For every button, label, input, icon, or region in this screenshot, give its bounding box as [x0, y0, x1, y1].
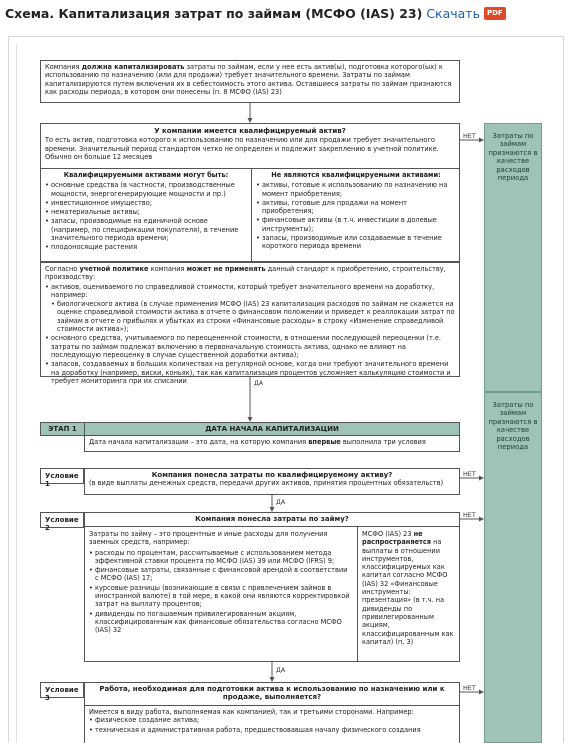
yes-label: ДА	[254, 380, 264, 387]
list-item: • дивиденды по погашаемым привилегированным акциям, классифицированным как финансовые обязательства согласно МСФО (IAS) 32	[89, 610, 353, 635]
list-item: • нематериальные активы;	[45, 208, 247, 216]
stage1-text-a: Дата начала капитализации – это дата, на которую компания	[89, 438, 309, 446]
condition2-label: Условие 2	[40, 512, 84, 528]
condition3-label: Условие 3	[40, 682, 84, 698]
intro-prefix: Компания	[45, 63, 82, 71]
yes-label: ДА	[276, 499, 286, 506]
list-item: • биологического актива (в случае применения МСФО (IAS) 23 капитализация расходов по займам не скажется на оценке справедливой стоимости актива в отчете о финансовом положении и приведет к реаллокации затрат по займам в отчете о прибылях и убытках из строки «Финансовые расходы» в строку «Изменение справедливой стоимости актива»);	[51, 300, 455, 333]
page-title: Схема. Капитализация затрат по займам (МСФО (IAS) 23)	[5, 5, 423, 21]
list-item: • инвестиционное имущество;	[45, 199, 247, 207]
stage1-title: ДАТА НАЧАЛА КАПИТАЛИЗАЦИИ	[205, 425, 339, 433]
list-item: • запасы, производимые на единичной основе (например, по спецификации покупателя), в течение значительного периода времени;	[45, 217, 247, 242]
list-item: • курсовые разницы (возникающие в связи с привлечением займов в иностранной валюте) в той мере, в какой они являются корректировкой затрат на выплату процентов;	[89, 584, 353, 609]
list-item: • физическое создание актива;	[89, 716, 455, 724]
list-item: • активы, готовые к использованию по назначению на момент приобретения;	[256, 181, 456, 198]
expense-box-bottom: Затраты по займам признаются в качестве расходов периода	[484, 392, 542, 743]
list-item: • техническая и административная работа, предшествовавшая началу физического создания	[89, 726, 455, 734]
list-item: • основного средства, учитываемого по переоцененной стоимости, в отношении последующей переоценки (т.е. затраты по займам подлежат включению в первоначальную стоимость актива, однако не влияют на последующую переоценку в случае существенной доработки актива);	[45, 334, 455, 359]
stage1-label: ЭТАП 1	[41, 423, 85, 435]
condition2-question: Компания понесла затраты по займу?	[85, 513, 459, 527]
policy-p2-bold: может не применять	[186, 265, 266, 273]
list-item: • запасов, создаваемых в больших количествах на регулярной основе, когда они требуют значительного времени на доработку (например, виски, коньяк), так как капитализация процентов усложняет калькуляцию стоимости и требует мониторинга при их списании	[45, 360, 455, 385]
policy-p1-bold: учетной политике	[79, 265, 149, 273]
no-label: НЕТ	[463, 684, 476, 692]
list-item: • финансовые активы (в т.ч. инвестиции в долевые инструменты);	[256, 216, 456, 233]
condition1-text: (в виде выплаты денежных средств, передачи других активов, принятия процентных обязательств)	[89, 479, 444, 488]
list-item: • финансовые затраты, связанные с финансовой арендой в соответствии с МСФО (IAS) 17;	[89, 566, 353, 583]
pdf-icon[interactable]: PDF	[484, 7, 506, 20]
condition3-question: Работа, необходимая для подготовки актива к использованию по назначению или к продаже, выполняется?	[85, 683, 459, 706]
list-item: • запасы, производимые или создаваемые в течение короткого периода времени	[256, 234, 456, 251]
left-heading: Квалифицируемыми активами могут быть:	[63, 171, 229, 179]
policy-p3: данный стандарт к приобретению, строительству, производству:	[45, 265, 446, 282]
stage1-text-bold: впервые	[308, 438, 341, 446]
no-label: НЕТ	[463, 132, 476, 140]
stage1-text-b: выполнила три условия	[340, 438, 426, 446]
condition2-note-b: на выплаты в отношении инструментов, классифицируемых как капитал согласно МСФО (IAS) 32 «Финансовые инструменты: презентация» (в т.ч. на дивиденды по привилегированным акциям, классифицированным как капитал) (п. 3)	[362, 538, 454, 646]
intro-text: затраты по займам, если у нее есть актив(ы), подготовка которого(ых) к использованию по назначению (или для продажи) требует значительного времени. Затраты по займам капитализируются путем включения их в себестоимость этого актива. Оставшиеся затраты по займам признаются как расходы периода, в котором они понесены (п. 8 МСФО (IAS) 23)	[45, 63, 452, 96]
condition2-intro: Затраты по займу – это процентные и иные расходы для получения заемных средств, например:	[89, 530, 328, 547]
policy-p1: Согласно	[45, 265, 80, 273]
policy-p2: компания	[148, 265, 187, 273]
no-label: НЕТ	[463, 470, 476, 478]
download-link[interactable]: Скачать	[426, 5, 480, 21]
condition1-question: Компания понесла затраты по квалифицируемому активу?	[151, 471, 393, 479]
list-item: • активы, готовые для продажи на момент приобретения;	[256, 199, 456, 216]
list-item: • расходы по процентам, рассчитываемые с использованием метода эффективной ставки процента по МСФО (IAS) 39 или МСФО (IFRS) 9;	[89, 549, 353, 566]
intro-bold: должна капитализировать	[81, 63, 185, 71]
yes-label: ДА	[276, 667, 286, 674]
right-heading: Не являются квалифицируемыми активами:	[271, 171, 441, 179]
list-item: • основные средства (в частности, производственные мощности, энергогенерирующие мощности и пр.)	[45, 181, 247, 198]
no-label: НЕТ	[463, 511, 476, 519]
qualifying-question: У компании имеется квалифицируемый актив?	[154, 127, 346, 135]
qualifying-text: То есть актив, подготовка которого к использованию по назначению или для продажи требует значительного времени. Значительный период стандартом четко не определен и подлежит закреплению в учетной политике. Обычно он больше 12 месяцев	[45, 136, 439, 161]
condition2-note-a: МСФО (IAS) 23	[362, 530, 414, 538]
expense-box-top: Затраты по займам признаются в качестве расходов периода	[484, 123, 542, 392]
condition1-label: Условие 1	[40, 468, 84, 484]
condition2-note-bold: не распространяется	[362, 530, 432, 547]
condition3-text: Имеется в виду работа, выполняемая как компанией, так и третьими сторонами. Например:	[89, 708, 414, 716]
list-item: • активов, оцениваемого по справедливой стоимости, который требует значительного времени на доработку, например:	[45, 283, 455, 300]
list-item: • плодоносящие растения	[45, 243, 247, 251]
